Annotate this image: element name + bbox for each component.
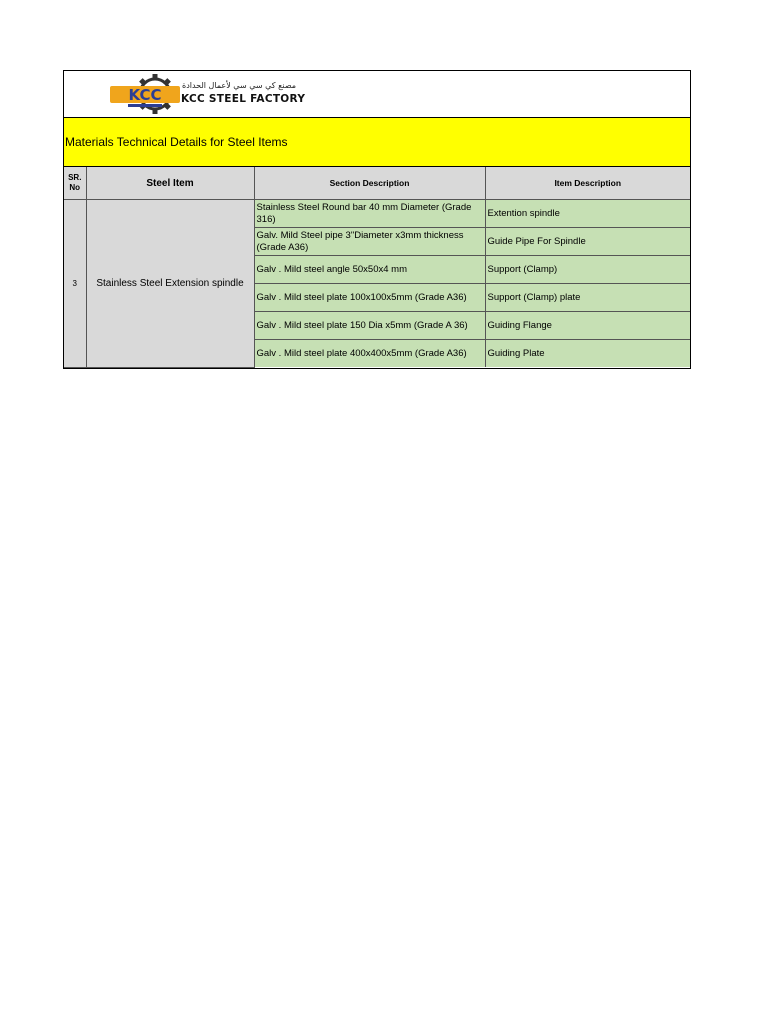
column-header-steel-item: Steel Item [86, 167, 254, 200]
section-description-cell[interactable]: Galv. Mild Steel pipe 3"Diameter x3mm thickness (Grade A36) [254, 228, 485, 256]
sheet-title: Materials Technical Details for Steel Items [64, 118, 690, 167]
table-header-row [64, 167, 690, 200]
company-arabic-name: مصنع كي سي سي لأعمال الحدادة [182, 81, 297, 90]
company-name: KCC STEEL FACTORY [181, 93, 306, 105]
section-description-cell[interactable]: Galv . Mild steel angle 50x50x4 mm [254, 256, 485, 284]
section-description-cell[interactable]: Galv . Mild steel plate 400x400x5mm (Grade A36) [254, 340, 485, 368]
materials-table [64, 167, 690, 368]
logo-row [64, 71, 690, 118]
section-description-cell[interactable]: Galv . Mild steel plate 150 Dia x5mm (Grade A 36) [254, 312, 485, 340]
item-description-cell[interactable]: Guiding Flange [485, 312, 690, 340]
svg-text:KCC: KCC [128, 86, 162, 104]
item-description-cell[interactable]: Support (Clamp) [485, 256, 690, 284]
sr-no-cell[interactable]: 3 [64, 200, 86, 368]
item-description-cell[interactable]: Extention spindle [485, 200, 690, 228]
steel-item-cell[interactable]: Stainless Steel Extension spindle [86, 200, 254, 368]
table-row [64, 200, 690, 228]
item-description-cell[interactable]: Guide Pipe For Spindle [485, 228, 690, 256]
column-header-sr-no: SR. No [64, 167, 86, 200]
spreadsheet-sheet [63, 70, 691, 369]
column-header-item-description: Item Description [485, 167, 690, 200]
section-description-cell[interactable]: Galv . Mild steel plate 100x100x5mm (Grade A36) [254, 284, 485, 312]
item-description-cell[interactable]: Support (Clamp) plate [485, 284, 690, 312]
item-description-cell[interactable]: Guiding Plate [485, 340, 690, 368]
column-header-section-description: Section Description [254, 167, 485, 200]
section-description-cell[interactable]: Stainless Steel Round bar 40 mm Diameter (Grade 316) [254, 200, 485, 228]
